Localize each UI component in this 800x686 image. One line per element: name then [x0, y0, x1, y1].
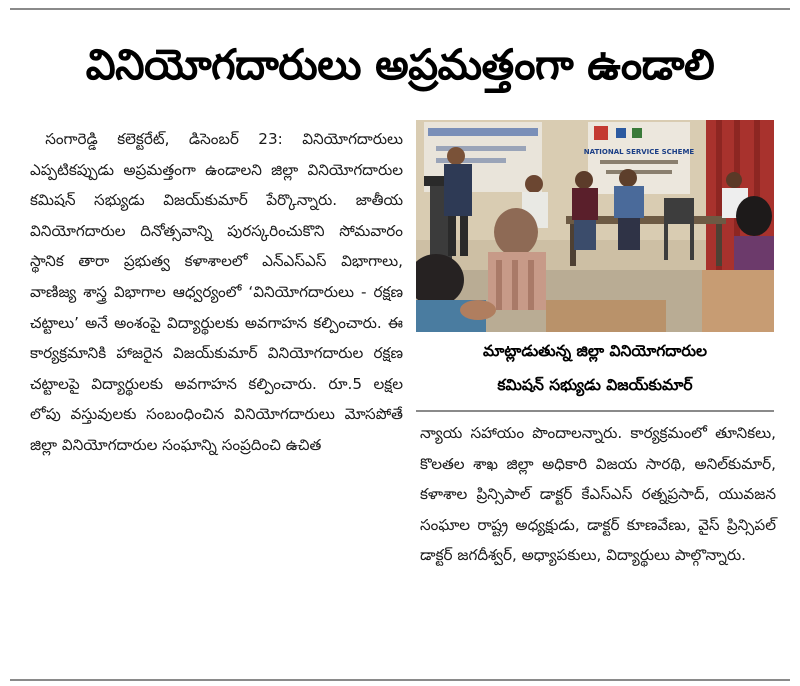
- caption-rule: [416, 410, 774, 412]
- bottom-rule: [10, 679, 790, 681]
- banner-title: NATIONAL SERVICE SCHEME: [583, 148, 695, 156]
- headline: వినియోగదారులు అప్రమత్తంగా ఉండాలి: [85, 40, 715, 89]
- article-body-part-2: న్యాయ సహాయం పొందాలన్నారు. కార్యక్రమంలో తూనికలు, కొలతల శాఖ జిల్లా అధికారి విజయ సారథి, అనిల్‌కుమార్, కళాశాల ప్రిన్సిపాల్ డాక్టర్ కేఎస్ఎస్ రత్నప్రసాద్, యువజన సంఘాల రాష్ట్ర అధ్యక్షుడు, డాక్టర్ కూణవేణు, వైస్ ప్రిన్సిపల్ డాక్టర్ జగదీశ్వర్, అధ్యాపకులు, విద్యార్థులు పాల్గొన్నారు.: [420, 424, 776, 565]
- caption-line-2: కమిషన్ సభ్యుడు విజయ్‌కుమార్: [497, 376, 693, 394]
- news-photo: [416, 120, 774, 332]
- article-column-right: [420, 418, 776, 571]
- photo-caption: [416, 334, 774, 402]
- top-rule: [10, 8, 790, 10]
- caption-line-1: మాట్లాడుతున్న జిల్లా వినియోగదారుల: [483, 342, 707, 360]
- article-body-part-1: సంగారెడ్డి కలెక్టరేట్, డిసెంబర్ 23: వినియోగదారులు ఎప్పటికప్పుడు అప్రమత్తంగా ఉండాలని జిల్లా వినియోగదారుల కమిషన్ సభ్యుడు విజయ్‌కుమార్ పేర్కొన్నారు. జాతీయ వినియోగదారుల దినోత్సవాన్ని పురస్కరించుకొని సోమవారం స్థానిక తారా ప్రభుత్వ కళాశాలలో ఎన్ఎస్ఎస్ విభాగాలు, వాణిజ్య శాస్త్ర విభాగాల ఆధ్వర్యంలో ‘వినియోగదారులు - రక్షణ చట్టాలు’ అనే అంశంపై విద్యార్థులకు అవగాహన కల్పించారు. ఈ కార్యక్రమానికి హాజరైన విజయ్‌కుమార్ వినియోగదారుల రక్షణ చట్టాలపై విద్యార్థులకు అవగాహన కల్పించారు. రూ.5 లక్షల లోపు వస్తువులకు సంబంధించిన వినియోగదారులు మోసపోతే జిల్లా వినియోగదారుల సంఘాన్ని సంప్రదించి ఉచిత: [30, 130, 403, 454]
- article-column-left: [30, 124, 403, 461]
